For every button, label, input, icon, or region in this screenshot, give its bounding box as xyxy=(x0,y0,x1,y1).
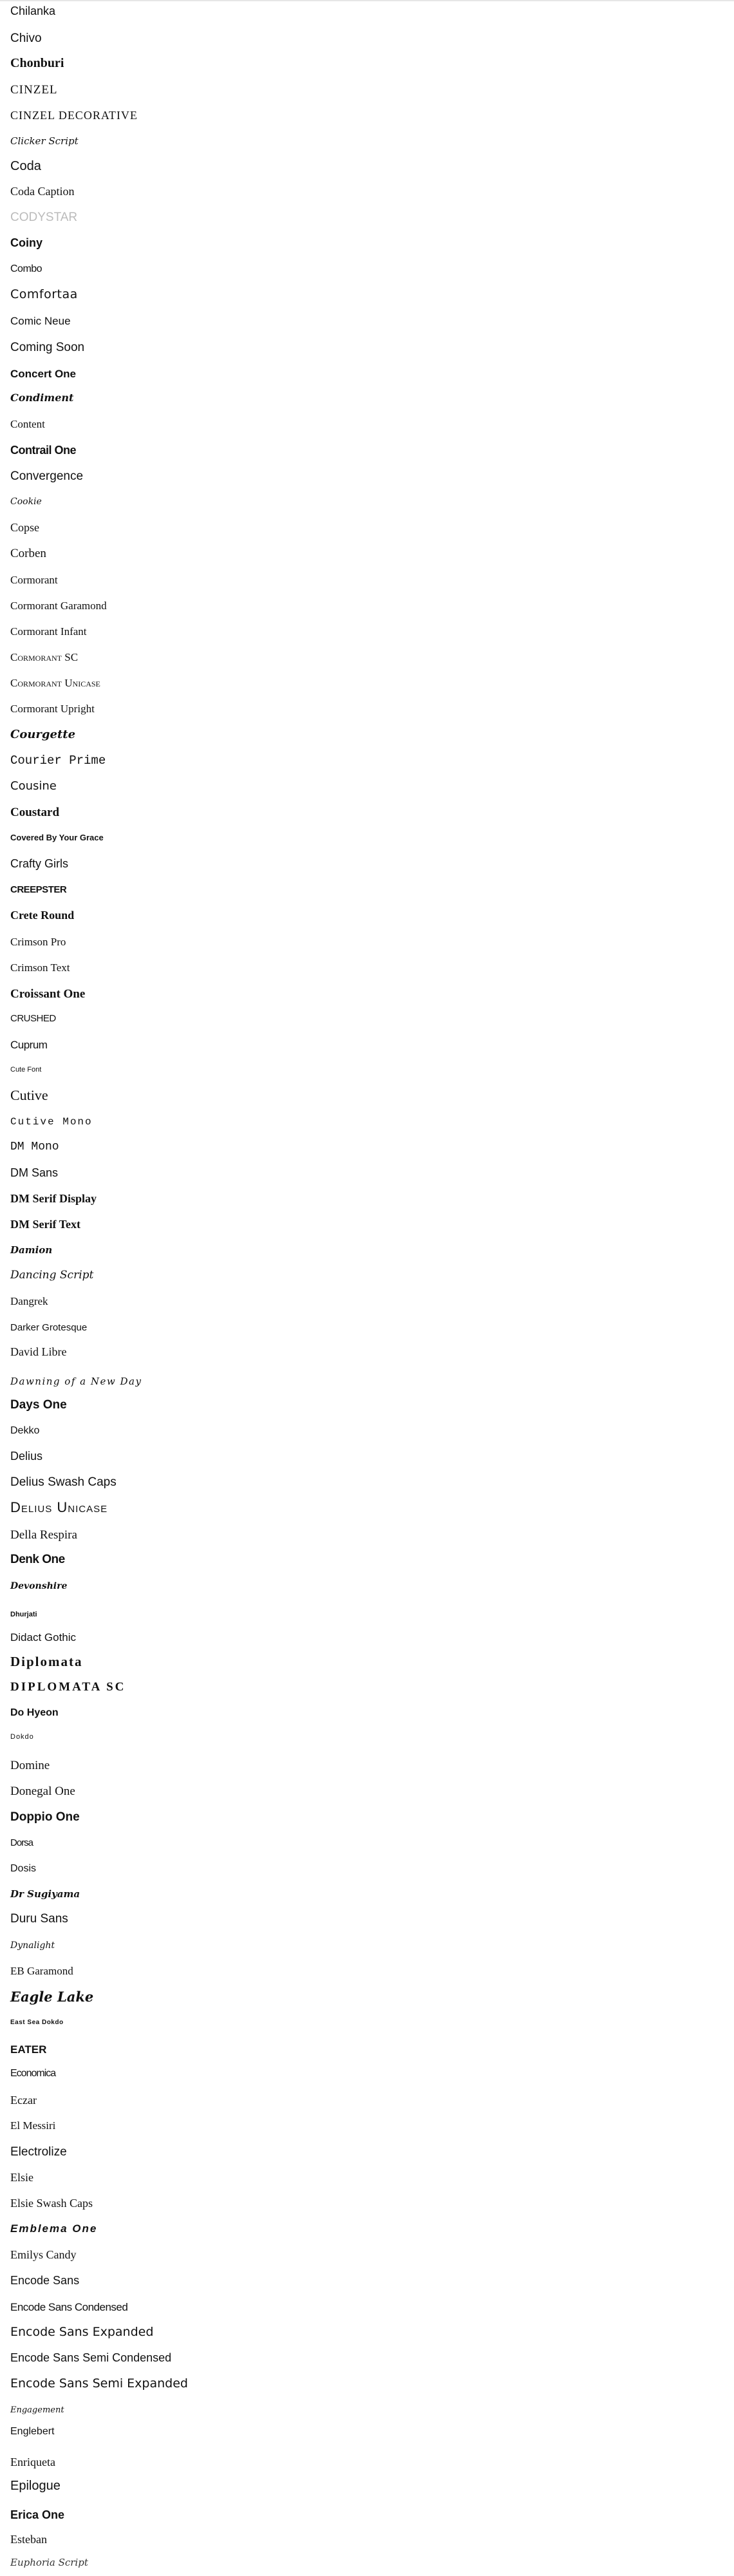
font-item-eagle-lake[interactable]: Eagle Lake xyxy=(10,1989,94,2005)
font-item-encode-sans-expanded[interactable]: Encode Sans Expanded xyxy=(10,2325,154,2339)
font-item-devonshire[interactable]: Devonshire xyxy=(10,1581,68,1591)
font-item-encode-sans-condensed[interactable]: Encode Sans Condensed xyxy=(10,2301,128,2313)
font-item-dosis[interactable]: Dosis xyxy=(10,1863,37,1874)
font-item-dawning-of-a-new-day[interactable]: Dawning of a New Day xyxy=(10,1376,142,1387)
font-item-crete-round[interactable]: Crete Round xyxy=(10,909,75,922)
font-item-courgette[interactable]: Courgette xyxy=(10,728,76,741)
font-item-cute-font[interactable]: Cute Font xyxy=(10,1066,42,1074)
font-item-corben[interactable]: Corben xyxy=(10,547,46,560)
font-item-enriqueta[interactable]: Enriqueta xyxy=(10,2456,55,2468)
font-item-cousine[interactable]: Cousine xyxy=(10,779,57,793)
font-item-delius-swash-caps[interactable]: Delius Swash Caps xyxy=(10,1475,117,1489)
font-item-dm-serif-display[interactable]: DM Serif Display xyxy=(10,1192,97,1205)
font-item-dokdo[interactable]: Dokdo xyxy=(10,1733,34,1741)
font-item-cookie[interactable]: Cookie xyxy=(10,497,42,507)
font-item-della-respira[interactable]: Della Respira xyxy=(10,1528,77,1542)
font-item-cormorant-infant[interactable]: Cormorant Infant xyxy=(10,625,87,638)
font-item-david-libre[interactable]: David Libre xyxy=(10,1345,67,1358)
font-item-encode-sans-semi-expanded[interactable]: Encode Sans Semi Expanded xyxy=(10,2376,188,2391)
font-item-duru-sans[interactable]: Duru Sans xyxy=(10,1912,68,1926)
font-item-clicker-script[interactable]: Clicker Script xyxy=(10,135,79,147)
font-item-dorsa[interactable]: Dorsa xyxy=(10,1837,33,1848)
font-item-cutive[interactable]: Cutive xyxy=(10,1087,48,1103)
font-item-delius[interactable]: Delius xyxy=(10,1450,43,1463)
font-item-cuprum[interactable]: Cuprum xyxy=(10,1039,48,1051)
font-item-content[interactable]: Content xyxy=(10,418,45,430)
font-item-didact-gothic[interactable]: Didact Gothic xyxy=(10,1631,77,1643)
font-item-dancing-script[interactable]: Dancing Script xyxy=(10,1269,94,1282)
font-item-crimson-pro[interactable]: Crimson Pro xyxy=(10,936,66,948)
font-item-encode-sans[interactable]: Encode Sans xyxy=(10,2274,80,2287)
font-item-chivo[interactable]: Chivo xyxy=(10,32,42,45)
font-item-damion[interactable]: Damion xyxy=(10,1244,53,1256)
font-item-cormorant-upright[interactable]: Cormorant Upright xyxy=(10,703,95,715)
font-item-diplomata[interactable]: Diplomata xyxy=(10,1654,83,1669)
font-item-esteban[interactable]: Esteban xyxy=(10,2533,47,2546)
font-item-englebert[interactable]: Englebert xyxy=(10,2426,55,2437)
font-item-dm-serif-text[interactable]: DM Serif Text xyxy=(10,1218,80,1231)
font-item-condiment[interactable]: Condiment xyxy=(10,392,74,404)
font-item-dangrek[interactable]: Dangrek xyxy=(10,1295,48,1307)
font-item-crimson-text[interactable]: Crimson Text xyxy=(10,961,70,974)
font-item-electrolize[interactable]: Electrolize xyxy=(10,2145,67,2159)
font-item-diplomata-sc[interactable]: DIPLOMATA SC xyxy=(10,1680,126,1694)
font-item-emblema-one[interactable]: Emblema One xyxy=(10,2222,98,2235)
font-item-cormorant-garamond[interactable]: Cormorant Garamond xyxy=(10,600,107,612)
font-item-economica[interactable]: Economica xyxy=(10,2068,56,2079)
font-item-cutive-mono[interactable]: Cutive Mono xyxy=(10,1116,93,1128)
font-item-convergence[interactable]: Convergence xyxy=(10,469,84,483)
font-item-dhurjati[interactable]: Dhurjati xyxy=(10,1611,37,1618)
font-item-eb-garamond[interactable]: EB Garamond xyxy=(10,1965,73,1977)
font-item-chonburi[interactable]: Chonburi xyxy=(10,56,64,70)
font-item-delius-unicase[interactable]: Delius Unicase xyxy=(10,1499,108,1515)
font-item-euphoria-script[interactable]: Euphoria Script xyxy=(10,2557,88,2568)
font-item-cinzel[interactable]: CINZEL xyxy=(10,83,58,97)
font-item-combo[interactable]: Combo xyxy=(10,263,42,274)
font-item-emilys-candy[interactable]: Emilys Candy xyxy=(10,2248,77,2261)
font-item-do-hyeon[interactable]: Do Hyeon xyxy=(10,1707,59,1718)
font-item-encode-sans-semi-condensed[interactable]: Encode Sans Semi Condensed xyxy=(10,2351,172,2364)
font-item-cinzel-decorative[interactable]: CINZEL DECORATIVE xyxy=(10,109,138,122)
font-item-concert-one[interactable]: Concert One xyxy=(10,368,77,380)
font-item-coustard[interactable]: Coustard xyxy=(10,806,60,819)
font-item-coiny[interactable]: Coiny xyxy=(10,236,43,249)
font-item-crushed[interactable]: CRUSHED xyxy=(10,1013,56,1024)
font-item-erica-one[interactable]: Erica One xyxy=(10,2508,65,2521)
font-item-creepster[interactable]: CREEPSTER xyxy=(10,884,67,895)
font-item-chilanka[interactable]: Chilanka xyxy=(10,5,56,17)
font-item-covered-by-your-grace[interactable]: Covered By Your Grace xyxy=(10,833,104,842)
font-item-dm-sans[interactable]: DM Sans xyxy=(10,1166,59,1179)
font-item-codystar[interactable]: CODYSTAR xyxy=(10,211,78,224)
font-item-courier-prime[interactable]: Courier Prime xyxy=(10,753,106,768)
font-item-east-sea-dokdo[interactable]: East Sea Dokdo xyxy=(10,2019,64,2026)
font-item-eczar[interactable]: Eczar xyxy=(10,2094,37,2107)
font-item-domine[interactable]: Domine xyxy=(10,1759,50,1772)
font-item-cormorant-unicase[interactable]: Cormorant Unicase xyxy=(10,677,100,689)
font-item-eater[interactable]: EATER xyxy=(10,2043,47,2056)
font-item-dekko[interactable]: Dekko xyxy=(10,1425,40,1436)
font-item-epilogue[interactable]: Epilogue xyxy=(10,2479,61,2493)
font-item-comic-neue[interactable]: Comic Neue xyxy=(10,315,71,327)
font-item-coda-caption[interactable]: Coda Caption xyxy=(10,185,75,198)
font-item-cormorant-sc[interactable]: Cormorant SC xyxy=(10,651,79,663)
font-item-darker-grotesque[interactable]: Darker Grotesque xyxy=(10,1322,88,1333)
font-item-dr-sugiyama[interactable]: Dr Sugiyama xyxy=(10,1888,80,1900)
font-item-elsie-swash-caps[interactable]: Elsie Swash Caps xyxy=(10,2197,93,2210)
font-item-engagement[interactable]: Engagement xyxy=(10,2405,64,2415)
font-item-el-messiri[interactable]: El Messiri xyxy=(10,2119,56,2132)
font-item-cormorant[interactable]: Cormorant xyxy=(10,574,58,586)
font-item-elsie[interactable]: Elsie xyxy=(10,2171,33,2184)
font-item-crafty-girls[interactable]: Crafty Girls xyxy=(10,857,68,870)
font-item-contrail-one[interactable]: Contrail One xyxy=(10,444,77,457)
font-item-doppio-one[interactable]: Doppio One xyxy=(10,1810,80,1824)
font-item-days-one[interactable]: Days One xyxy=(10,1398,67,1412)
font-item-denk-one[interactable]: Denk One xyxy=(10,1553,65,1566)
font-item-comfortaa[interactable]: Comfortaa xyxy=(10,287,78,301)
font-item-dm-mono[interactable]: DM Mono xyxy=(10,1141,59,1153)
font-item-dynalight[interactable]: Dynalight xyxy=(10,1940,55,1951)
font-item-coming-soon[interactable]: Coming Soon xyxy=(10,341,85,354)
font-item-donegal-one[interactable]: Donegal One xyxy=(10,1785,75,1798)
font-item-croissant-one[interactable]: Croissant One xyxy=(10,987,86,1001)
font-item-coda[interactable]: Coda xyxy=(10,159,41,173)
font-item-copse[interactable]: Copse xyxy=(10,521,39,534)
